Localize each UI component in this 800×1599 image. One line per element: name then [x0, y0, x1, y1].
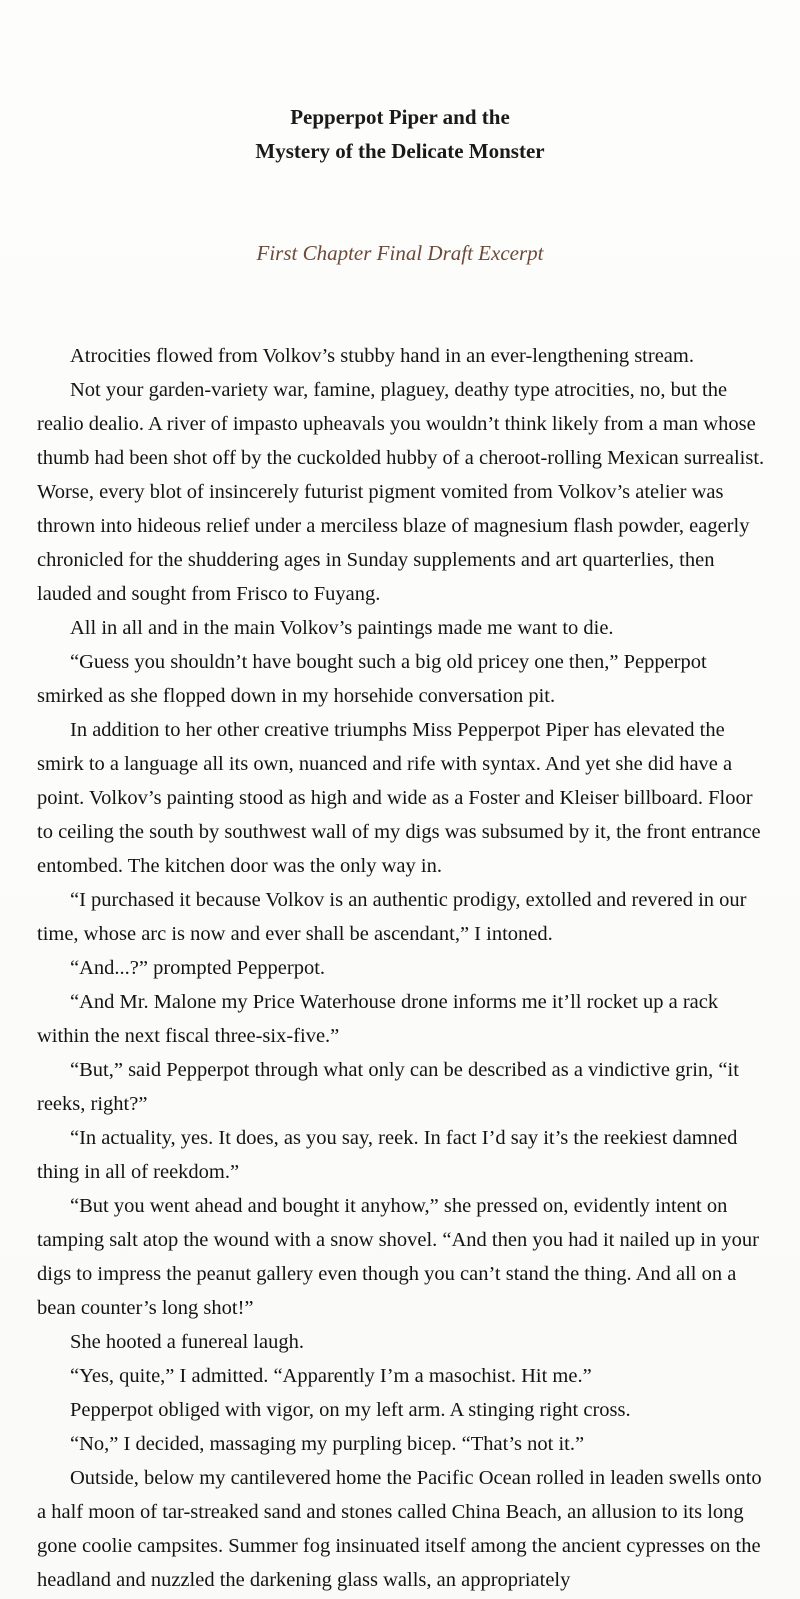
book-title-line-1: Pepperpot Piper and the	[290, 105, 510, 129]
paragraph: “And...?” prompted Pepperpot.	[70, 957, 326, 979]
paragraph: Not your garden-variety war, famine, plaguey, deathy type atrocities, no, but the realio dealio. A river of impasto upheavals you wouldn’t think likely from a man whose thumb had been shot off by the cuckolded hubby of a cheroot-rolling Mexican surrealist. Worse, every blot of insincerely futurist pigment vomited from Volkov’s atelier was thrown into hideous relief under a merciless blaze of magnesium flash powder, eagerly chronicled for the shuddering ages in Sunday supplements and art quarterlies, then lauded and sought from Frisco to Fuyang.	[37, 379, 765, 605]
paragraph: “Yes, quite,” I admitted. “Apparently I’m a masochist. Hit me.”	[70, 1365, 592, 1387]
paragraph: Outside, below my cantilevered home the Pacific Ocean rolled in leaden swells onto a half moon of tar-streaked sand and stones called China Beach, an allusion to its long gone coolie campsites. Summer fog insinuated itself among the ancient cypresses on the headland and nuzzled the darkening glass walls, an appropriately	[37, 1467, 762, 1591]
paragraph: “I purchased it because Volkov is an authentic prodigy, extolled and revered in our time, whose arc is now and ever shall be ascendant,” I intoned.	[37, 889, 747, 945]
paragraph: In addition to her other creative triumphs Miss Pepperpot Piper has elevated the smirk to a language all its own, nuanced and rife with syntax. And yet she did have a point. Volkov’s painting stood as high and wide as a Foster and Kleiser billboard. Floor to ceiling the south by southwest wall of my digs was subsumed by it, the front entrance entombed. The kitchen door was the only way in.	[37, 719, 761, 877]
paragraph: Pepperpot obliged with vigor, on my left arm. A stinging right cross.	[70, 1399, 631, 1421]
paragraph: “But you went ahead and bought it anyhow,” she pressed on, evidently intent on tamping salt atop the wound with a snow shovel. “And then you had it nailed up in your digs to impress the peanut gallery even though you can’t stand the thing. And all on a bean counter’s long shot!”	[37, 1195, 759, 1319]
paragraph: She hooted a funereal laugh.	[70, 1331, 304, 1353]
paragraph: “Guess you shouldn’t have bought such a big old pricey one then,” Pepperpot smirked as she flopped down in my horsehide conversation pit.	[37, 651, 707, 707]
body-text	[37, 339, 772, 1597]
paragraph: “But,” said Pepperpot through what only can be described as a vindictive grin, “it reeks, right?”	[37, 1059, 739, 1115]
book-title-line-2: Mystery of the Delicate Monster	[255, 139, 545, 163]
paragraph: “No,” I decided, massaging my purpling bicep. “That’s not it.”	[70, 1433, 585, 1455]
excerpt-subtitle: First Chapter Final Draft Excerpt	[256, 241, 544, 265]
book-title	[0, 100, 800, 168]
paragraph: All in all and in the main Volkov’s paintings made me want to die.	[70, 617, 614, 639]
paragraph: “In actuality, yes. It does, as you say, reek. In fact I’d say it’s the reekiest damned thing in all of reekdom.”	[37, 1127, 738, 1183]
paragraph: Atrocities flowed from Volkov’s stubby hand in an ever-lengthening stream.	[70, 345, 694, 367]
paragraph: “And Mr. Malone my Price Waterhouse drone informs me it’ll rocket up a rack within the next fiscal three-six-five.”	[37, 991, 719, 1047]
